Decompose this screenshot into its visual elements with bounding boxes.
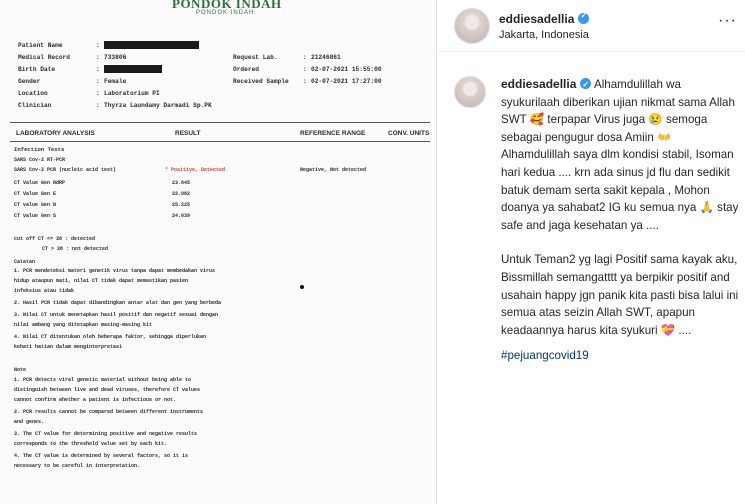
note-line: 2. PCR results cannot be compared between different instruments [14,409,204,415]
note-line: 3. The CT value for determining positive and negative results [14,431,198,437]
location-value: Laboratorium PI [104,90,160,97]
ordered-label: Ordered [233,66,259,73]
caption-paragraph [501,76,739,234]
catatan-title: Catatan [14,259,36,265]
gender-value: Female [104,78,127,85]
caption-username-link[interactable]: eddiesadellia [501,77,577,91]
cutoff-line-1: cut off CT <= 38 : detected [14,236,96,242]
redacted-birth-date [104,65,162,73]
header-reference: REFERENCE RANGE [300,130,366,137]
birth-date-label: Birth Date [18,66,56,73]
caption-paragraph: Untuk Teman2 yg lagi Positif sama kayak aku, Bissmillah semangatttt ya berpikir positif and usahain happy jgn panik kita pasti bisa lalui ini semua atas seizin Allah SWT, apapun keadaannya harus kita syukuri 💝 .... [501,253,739,337]
header-analysis: LABORATORY ANALYSIS [16,130,95,137]
birth-date-row: Birth Date : [18,64,162,76]
header-user [499,10,589,28]
gender-label: Gender [18,78,41,85]
medical-record-row: Medical Record : 733806 [18,52,126,64]
gender-row: Gender : Female [18,76,126,88]
catatan-line: 1. PCR mendeteksi materi genetik virus tanpa dapat membedakan virus [14,268,216,274]
ct-label: CT Value Gen E [14,191,57,197]
catatan-line: 4. Nilai CT ditentukan oleh beberapa faktor, sehingga diperlukan [14,334,207,340]
medical-record-label: Medical Record [18,54,70,61]
received-value: 02-07-2021 17:27:00 [311,78,382,85]
infection-tests-title: Infection Tests [14,146,65,153]
note-line: necessary to be careful in interpretation. [14,463,141,469]
ct-value: 22.082 [172,191,191,197]
ct-value: 25.225 [172,202,191,208]
caption-text: Alhamdulillah wa syukurilaah diberikan ujian nikmat sama Allah SWT 🥰 terpapar Virus juga 😢 semoga sebagai pengugur dosa Amiin 👐 Alhamdulillah saya dlm kondisi stabil, Isoman hari kedua .... krn ada sinus jd flu dan sedikit batuk demam serta sakit kepala , Mohon doanya ya sahabat2 IG ku semua nya 🙏 stay safe and jaga kesehatan ya .... [501,78,739,232]
note-line: corresponds to the threshold value set by each kit. [14,441,168,447]
ct-label: CT value Gen S [14,213,57,219]
divider [10,141,430,142]
ordered-row: Ordered : 02-07-2021 15:55:00 [233,64,382,76]
location-link[interactable]: Jakarta, Indonesia [499,29,589,41]
clinician-value: Thyrza Laundamy Darmadi Sp.PK [104,102,212,109]
avatar[interactable] [454,76,486,108]
note-title: Note [14,367,27,373]
post-header [438,0,745,52]
note-line: distinguish between live and dead viruses, therefore CT values [14,387,201,393]
clinician-row: Clinician : Thyrza Laundamy Darmadi Sp.PK [18,100,212,112]
ct-value: 23.645 [172,180,191,186]
post-sidebar [438,0,745,504]
test-group: SARS Cov-2 RT-PCR [14,157,66,163]
header-units: CONV. UNITS [388,130,430,137]
request-lab-row: Request Lab. : 21246861 [233,52,341,64]
note-line: 4. The CT value is determined by several factors, so it is [14,453,189,459]
ct-value: 24.039 [172,213,191,219]
hashtag-link[interactable]: #pejuangcovid19 [501,349,589,363]
request-lab-label: Request Lab. [233,54,278,61]
redacted-name [104,41,199,49]
catatan-line: hidup ataupun mati, nilai CT tidak dapat memastikan pasien [14,278,189,284]
catatan-line: 3. Nilai CT untuk menetapkan hasil positif dan negatif sesuai dengan [14,312,219,318]
ordered-value: 02-07-2021 15:55:00 [311,66,382,73]
note-line: cannot confirm whether a patient is infectious or not. [14,397,177,403]
catatan-line: kehati hatian dalam menginterpretasi [14,344,123,350]
location-row: Location : Laboratorium PI [18,88,160,100]
patient-name-row: Patient Name : [18,40,199,52]
note-line: and genes. [14,419,45,425]
location-label: Location [18,90,48,97]
more-options-icon[interactable]: ··· [718,12,737,29]
username-link[interactable]: eddiesadellia [499,12,575,26]
catatan-line: 2. Hasil PCR tidak dapat dibandingkan antar alat dan gen yang berbeda [14,300,222,306]
received-row: Received Sample : 02-07-2021 17:27:00 [233,76,382,88]
hospital-logo-text: PONDOK INDAH [172,0,282,11]
verified-badge-icon [578,13,589,24]
test-reference: Negative, Not detected [300,167,367,173]
note-line: 1. PCR detects viral genetic material without being able to [14,377,192,383]
received-label: Received Sample [233,78,289,85]
patient-name-label: Patient Name [18,42,63,49]
ct-label: CT value Gen N [14,202,57,208]
header-result: RESULT [175,130,201,137]
catatan-line: nilai ambang yang ditetapkan masing-masing kit [14,322,153,328]
stray-dot [300,285,304,289]
divider [10,122,430,123]
cutoff-line-2: CT > 38 : not detected [42,246,109,252]
medical-record-value: 733806 [104,54,127,61]
avatar[interactable] [454,8,490,44]
hospital-logo-subtext: PONDOK INDAH [196,10,255,16]
clinician-label: Clinician [18,102,52,109]
caption [501,76,739,365]
test-name: SARS Cov-2 PCR (nucleic acid test) [14,167,117,173]
test-result: * Positive, Detected [165,167,226,173]
verified-badge-icon [580,78,591,89]
ct-label: CT Value Gen RdRP [14,180,66,186]
catatan-line: infeksius atau tidak [14,288,75,294]
request-lab-value: 21246861 [311,54,341,61]
